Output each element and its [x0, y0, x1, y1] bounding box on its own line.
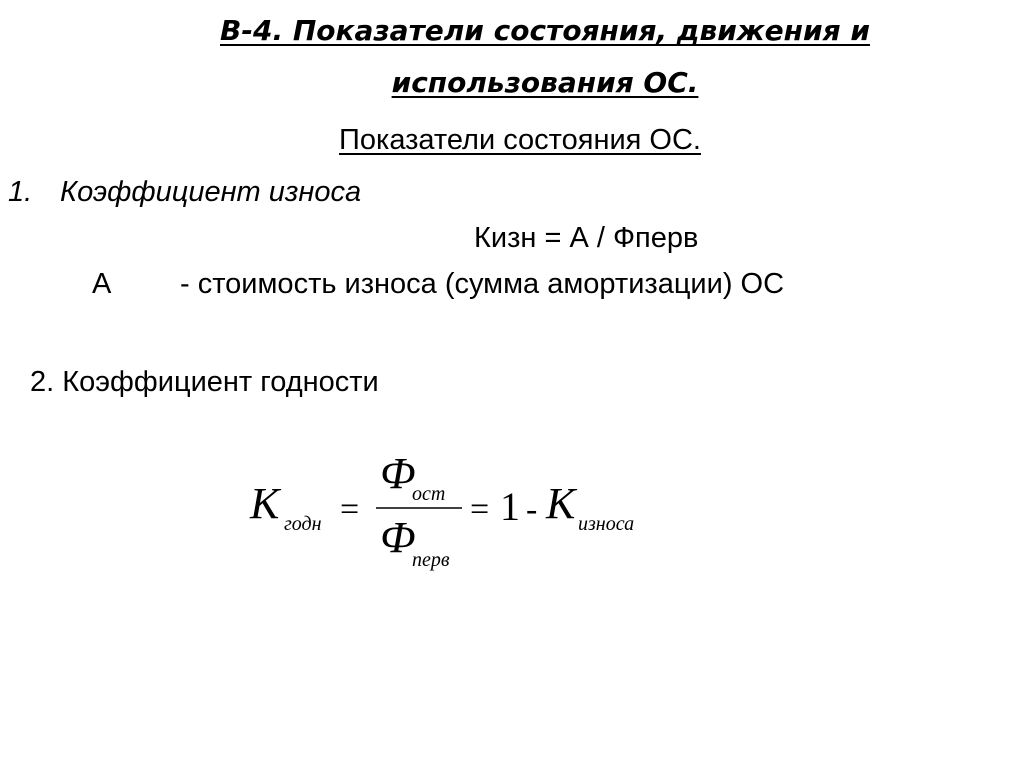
formula-rhs-symbol: К: [546, 479, 576, 528]
formula-numerator-symbol: Ф: [380, 449, 416, 498]
section-subtitle: Показатели состояния ОС.: [339, 124, 701, 156]
definition-text: - стоимость износа (сумма амортизации) ОС: [180, 268, 785, 300]
list-item-number: 1.: [8, 176, 33, 208]
fitness-coefficient-formula: [246, 448, 676, 578]
formula-equals-2: =: [470, 491, 490, 528]
list-item-label: Коэффициент износа: [60, 176, 362, 208]
formula-minus: -: [526, 491, 538, 528]
formula-lhs-symbol: К: [250, 479, 280, 528]
list-item-fitness-coefficient: 2. Коэффициент годности: [30, 366, 379, 398]
formula-numerator-subscript: ост: [412, 483, 446, 505]
formula-one: 1: [500, 484, 520, 529]
formula-lhs-subscript: годн: [284, 513, 322, 535]
list-item-wear-coefficient: [8, 176, 361, 209]
slide-title-line-1: В-4. Показатели состояния, движения и: [220, 14, 870, 47]
formula-denominator-symbol: Ф: [380, 513, 416, 562]
slide-title-line-2: использования ОС.: [391, 66, 699, 99]
formula-equals-1: =: [340, 491, 360, 528]
formula-rhs-subscript: износа: [578, 513, 635, 535]
wear-coefficient-formula: Кизн = А / Фперв: [474, 222, 699, 254]
formula-denominator-subscript: перв: [412, 549, 450, 571]
definition-symbol: А: [92, 268, 112, 300]
